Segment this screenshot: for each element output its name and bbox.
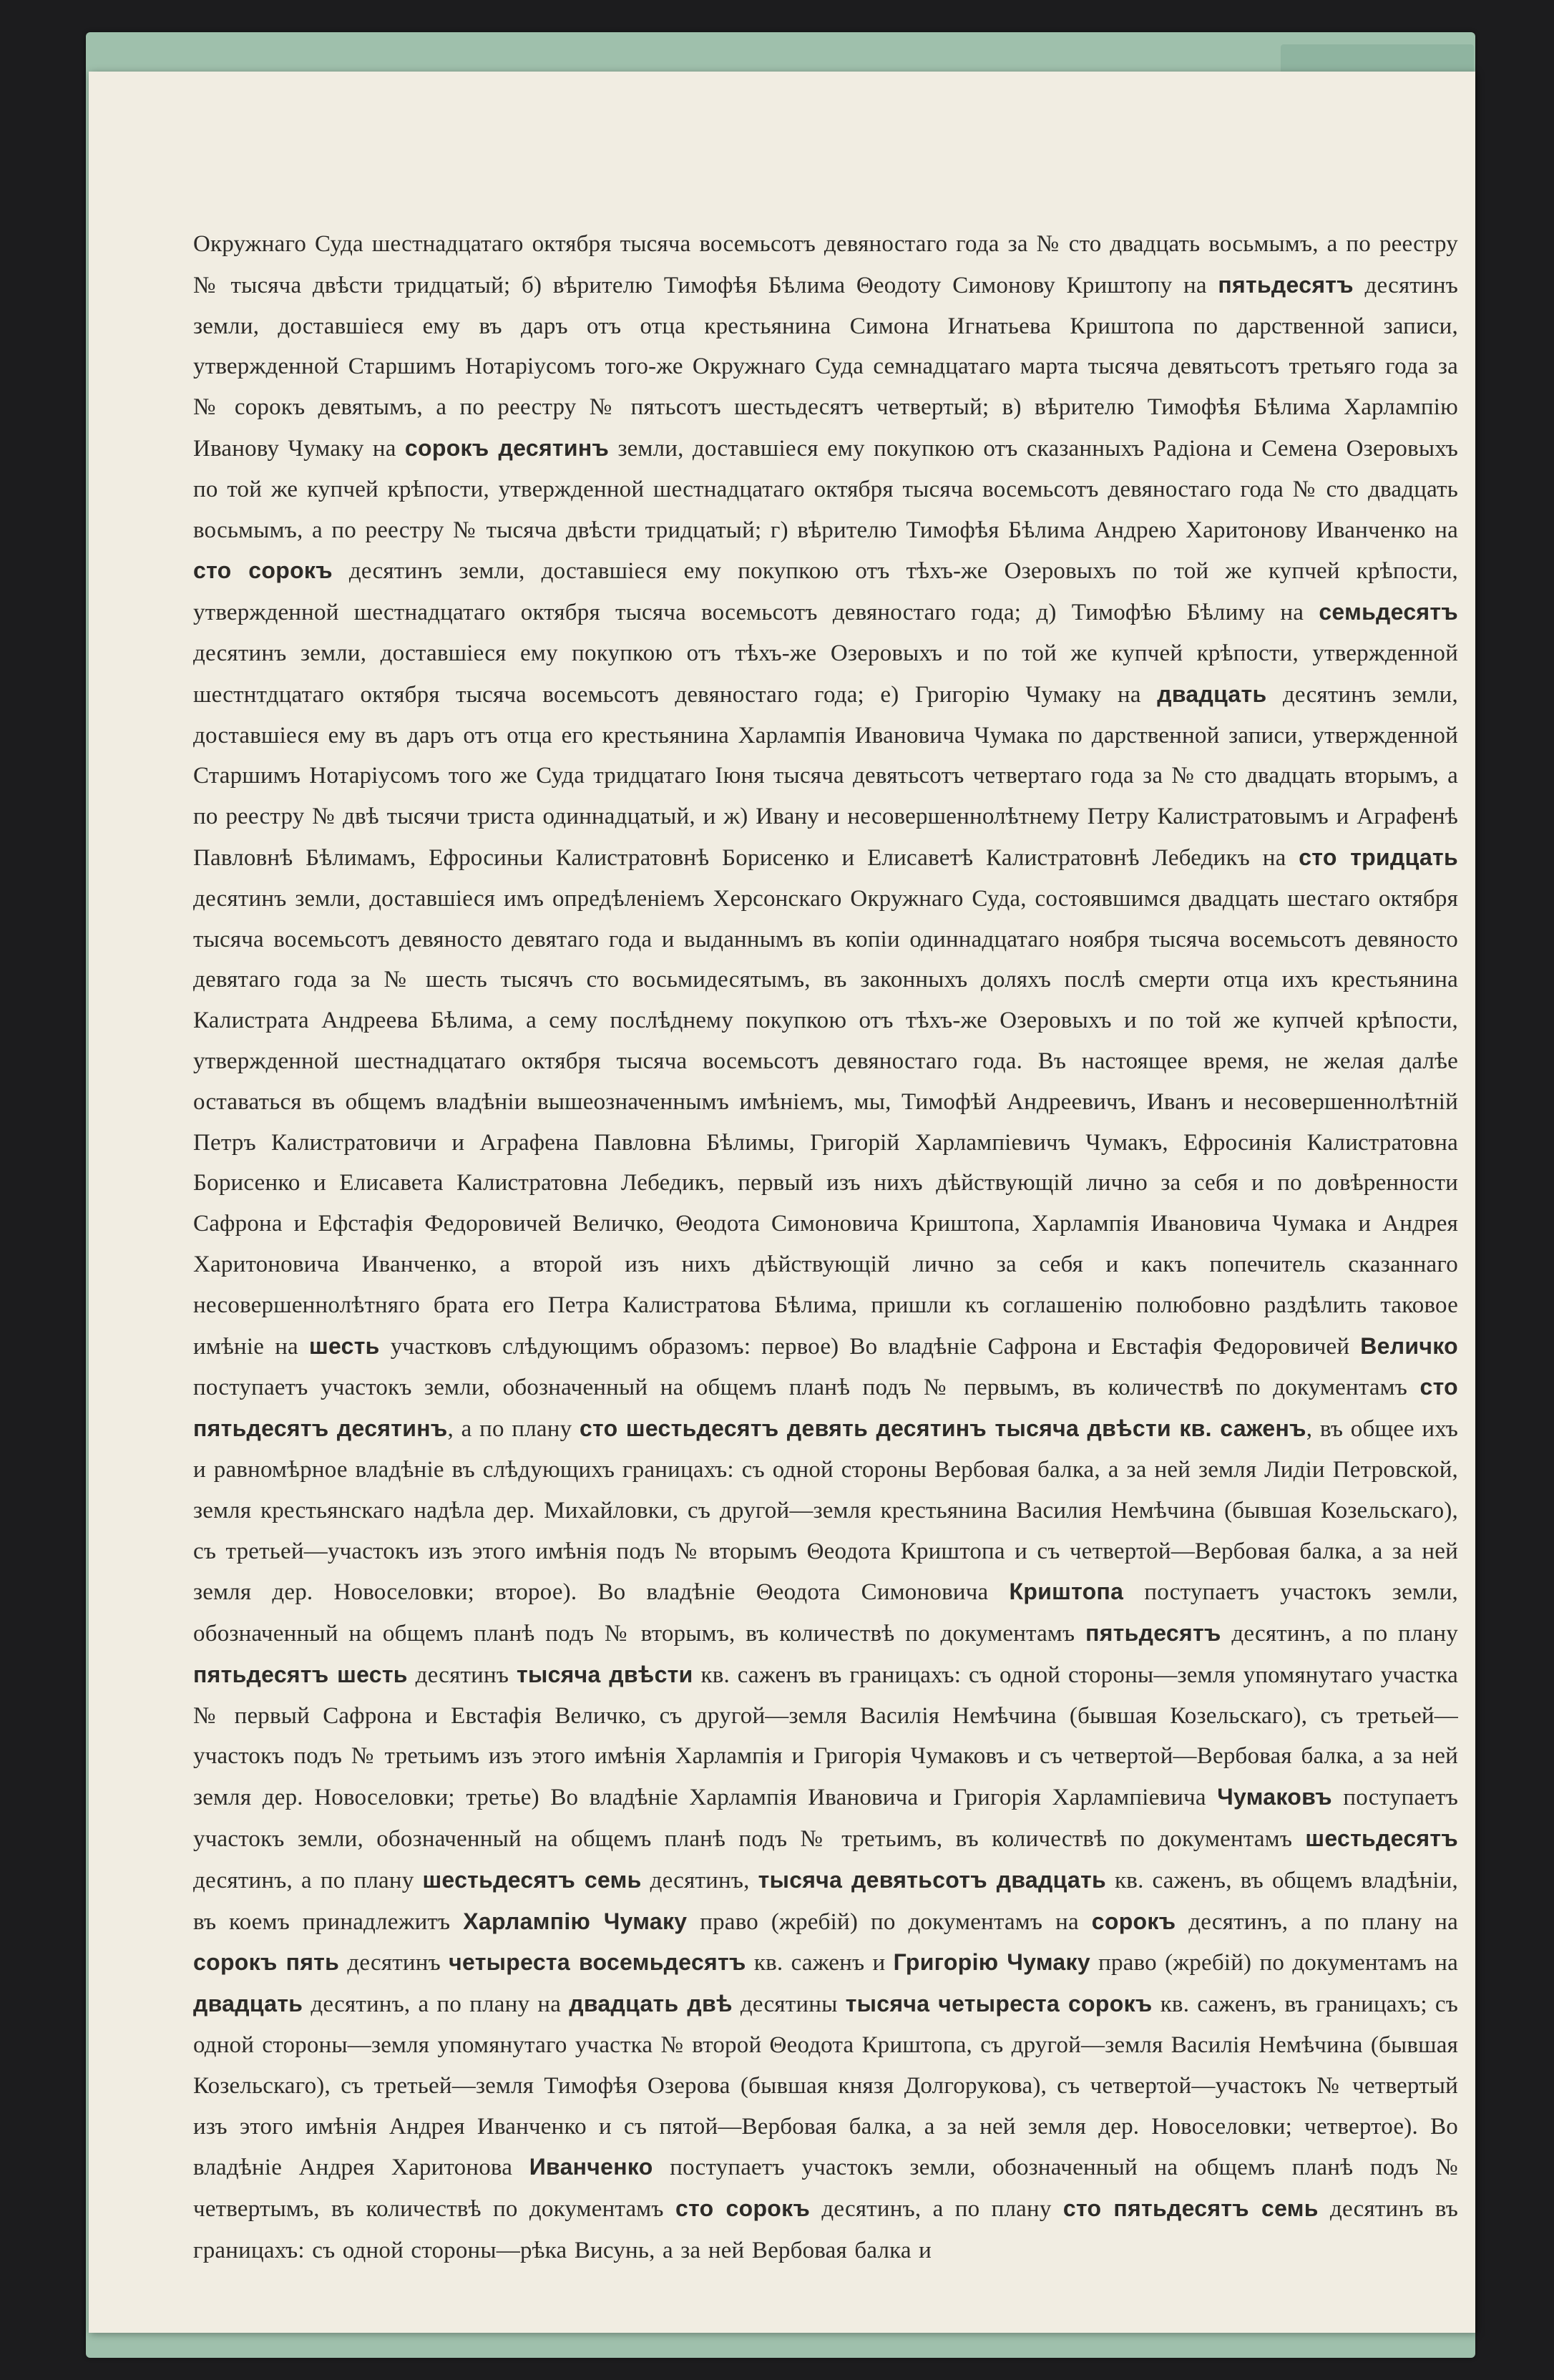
- text-segment: десятинъ земли, доставшiеся ему въ даръ отъ отца его крестьянина Харлампiя Ивановича Чумака по дарственной записи, утвержденной Старшимъ Нотарiусомъ того же Суда тридцатаго Iюня тысяча девятьсотъ четвертаго года за № сто двадцать вторымъ, а по реестру № двѣ тысячи триста одиннадцатый, и ж) Ивану и несовершеннолѣтнему Петру Калистратовымъ и Аграфенѣ Павловнѣ Бѣлимамъ, Ефросиньи Калистратовнѣ Борисенко и Елисаветѣ Калистратовнѣ Лебедикъ на: [193, 681, 1458, 871]
- text-segment-bold: двадцать: [1157, 681, 1267, 707]
- text-segment-bold: пятьдесятъ: [1085, 1620, 1221, 1647]
- text-segment-bold: четыреста восемьдесятъ: [449, 1949, 746, 1976]
- text-segment-bold: семьдесятъ: [1319, 599, 1458, 625]
- text-segment-bold: сорокъ десятинъ: [404, 434, 610, 461]
- text-segment-bold: сто тридцать: [1299, 844, 1458, 870]
- text-segment: десятинъ: [407, 1662, 517, 1688]
- text-segment-bold: сорокъ пять: [193, 1949, 340, 1976]
- text-segment-bold: сто пятьдесятъ семь: [1062, 2195, 1319, 2222]
- text-segment: десятинъ, а по плану на: [1176, 1908, 1458, 1935]
- text-segment: участковъ слѣдующимъ образомъ: первое) Во владѣнiе Сафрона и Евстафiя Федоровичей: [379, 1333, 1361, 1360]
- text-segment: поступаетъ участокъ земли, обозначенный на общемъ планѣ подъ № третьимъ, въ количествѣ по документамъ: [193, 1785, 1458, 1853]
- text-segment: десятинъ земли, доставшiеся ему въ даръ отъ отца крестьянина Симона Игнатьева Криштопа по дарственной записи, утвержденной Старшимъ Нотарiусомъ того-же Окружнаго Суда семнадцатаго марта тысяча девятьсотъ третьяго года за № сорокъ девятымъ, а по реестру № пятьсотъ шестьдесятъ четвертый; в) вѣрителю Тимофѣя Бѣлима Харлампiю Иванову Чумаку на: [193, 272, 1458, 462]
- text-segment: кв. саженъ, въ общемъ владѣнiи, въ коемъ принадлежитъ: [193, 1867, 1458, 1935]
- text-segment: , а по плану: [447, 1416, 580, 1443]
- text-segment: поступаетъ участокъ земли, обозначенный на общемъ планѣ подъ № первымъ, въ количествѣ по документамъ: [193, 1375, 1420, 1401]
- text-segment: поступаетъ участокъ земли, обозначенный на общемъ планѣ подъ № вторымъ, въ количествѣ по документамъ: [193, 1579, 1459, 1647]
- text-segment: кв. саженъ и: [746, 1950, 894, 1976]
- text-segment: поступаетъ участокъ земли, обозначенный на общемъ планѣ подъ № четвертымъ, въ количествѣ по документамъ: [193, 2155, 1458, 2223]
- text-segment-bold: шестьдесятъ семь: [422, 1866, 642, 1893]
- text-segment: право (жребiй) по документамъ на: [1090, 1950, 1459, 1976]
- text-segment-bold: сорокъ: [1091, 1908, 1176, 1934]
- text-segment: десятинъ земли, доставшiеся ему покупкою отъ тѣхъ-же Озеровыхъ и по той же купчей крѣпости, утвержденной шестнтдцатаго октября тысяча восемьсотъ девяностаго года; е) Григорiю Чумаку на: [193, 640, 1458, 708]
- text-segment-bold: Харлампiю Чумаку: [463, 1908, 688, 1934]
- text-segment-bold: Чумаковъ: [1217, 1784, 1332, 1810]
- text-segment: кв. саженъ, въ границахъ; съ одной стороны—земля упомянутаго участка № второй Θеодота Криштопа, съ другой—земля Василiя Немѣчина (бывшая Козельскаго), съ третьей—земля Тимофѣя Озерова (бывшая князя Долгорукова), съ четвертой—участокъ № четвертый изъ этого имѣнiя Андрея Иванченко и съ пятой—Вербовая балка, а за ней земля дер. Новоселовки; четвертое). Во владѣнiе Андрея Харитонова: [193, 1991, 1458, 2181]
- text-segment-bold: сто сорокъ: [675, 2195, 811, 2222]
- text-segment: десятинъ, а по плану: [810, 2196, 1063, 2223]
- text-segment-bold: шестьдесятъ: [1305, 1825, 1458, 1852]
- text-segment: десятинъ, а по плану на: [303, 1991, 570, 2018]
- text-segment: десятинъ земли, доставшiеся имъ опредѣленiемъ Херсонскаго Окружнаго Суда, состоявшимся двадцать шестаго октября тысяча восемьсотъ девяносто девятаго года и выданнымъ въ копiи одиннадцатаго ноября тысяча восемьсотъ девяносто девятаго года за № шесть тысячъ сто восьмидесятымъ, въ законныхъ доляхъ послѣ смерти отца ихъ крестьянина Калистрата Андреева Бѣлима, а сему послѣднему покупкою отъ тѣхъ-же Озеровыхъ и по той же купчей крѣпости, утвержденной шестнадцатаго октября тысяча восемьсотъ девяностаго года. Въ настоящее время, не желая далѣе оставаться въ общемъ владѣнiи вышеозначеннымъ имѣнiемъ, мы, Тимофѣй Андреевичъ, Иванъ и несовершеннолѣтнiй Петръ Калистратовичи и Аграфена Павловна Бѣлимы, Григорiй Харлампiевичъ Чумакъ, Ефросинiя Калистратовна Борисенко и Елисавета Калистратовна Лебедикъ, первый изъ нихъ дѣйствующiй лично за себя и по довѣренности Сафрона и Ефстафiя Федоровичей Величко, Θеодота Симоновича Криштопа, Харлампiя Ивановича Чумака и Андрея Харитоновича Иванченко, а второй изъ нихъ дѣйствующiй лично за себя и какъ попечитель сказаннаго несовершеннолѣтняго брата его Петра Калистратова Бѣлима, пришли къ соглашенiю полюбовно раздѣлить таковое имѣнiе на: [193, 885, 1458, 1360]
- text-segment-bold: пятьдесятъ шесть: [193, 1661, 408, 1687]
- text-segment-bold: сто сорокъ: [193, 557, 333, 584]
- text-segment: десятинъ, а по плану: [1221, 1621, 1458, 1647]
- text-segment-bold: двадцать: [193, 1991, 303, 2017]
- text-segment: десятинъ,: [641, 1867, 758, 1893]
- text-segment: , въ общее ихъ и равномѣрное владѣнiе въ слѣдующихъ границахъ: съ одной стороны Вербовая балка, а за ней земля Лидiи Петровской, земля крестьянскаго надѣла дер. Михайловки, съ другой—земля крестьянина Василия Немѣчина (бывшая Козельскаго), съ третьей—участокъ изъ этого имѣнiя подъ № вторымъ Θеодота Криштопа и съ четвертой—Вербовая балка, а за ней земля дер. Новоселовки; второе). Во владѣнiе Θеодота Симоновича: [193, 1416, 1458, 1606]
- text-segment: право (жребiй) по документамъ на: [687, 1908, 1092, 1935]
- text-segment-bold: Величко: [1360, 1332, 1458, 1359]
- text-segment-bold: сто пятьдесятъ десятинъ: [193, 1374, 1458, 1442]
- text-segment: кв. саженъ въ границахъ: съ одной стороны—земля упомянутаго участка № первый Сафрона и Евстафiя Величко, съ другой—земля Василiя Немѣчина (бывшая Козельскаго), съ третьей—участокъ подъ № третьимъ изъ этого имѣнiя Харлампiя и Григорiя Чумаковъ и съ четвертой—Вербовая балка, а за ней земля дер. Новоселовки; третье) Во владѣнiе Харлампiя Ивановича и Григорiя Харлампiевича: [193, 1662, 1458, 1811]
- text-segment: десятинъ: [339, 1950, 449, 1976]
- text-segment-bold: тысяча девятьсотъ двадцать: [758, 1866, 1107, 1893]
- text-segment: десятинъ, а по плану: [193, 1867, 423, 1893]
- text-segment-bold: тысяча четыреста сорокъ: [845, 1991, 1153, 2017]
- text-segment: десятины: [732, 1991, 846, 2018]
- text-segment: земли, доставшiеся ему покупкою отъ сказанныхъ Радiона и Семена Озеровыхъ по той же купчей крѣпости, утвержденной шестнадцатаго октября тысяча восемьсотъ девяностаго года № сто двадцать восьмымъ, а по реестру № тысяча двѣсти тридцатый; г) вѣрителю Тимофѣя Бѣлима Андрею Харитонову Иванченко на: [193, 435, 1458, 543]
- document-text: [193, 224, 1458, 2271]
- text-segment: десятинъ земли, доставшiеся ему покупкою отъ тѣхъ-же Озеровыхъ по той же купчей крѣпости, утвержденной шестнадцатаго октября тысяча восемьсотъ девяностаго года; д) Тимофѣю Бѣлиму на: [193, 558, 1459, 626]
- text-segment-bold: двадцать двѣ: [569, 1991, 733, 2017]
- text-segment-bold: тысяча двѣсти: [516, 1661, 693, 1687]
- text-segment-bold: сто шестьдесятъ девять десятинъ тысяча двѣсти кв. саженъ: [579, 1415, 1306, 1442]
- text-segment-bold: Григорiю Чумаку: [893, 1949, 1090, 1976]
- text-segment: десятинъ въ границахъ: съ одной стороны—рѣка Висунь, а за ней Вербовая балка и: [193, 2196, 1459, 2264]
- text-segment-bold: Криштопа: [1009, 1579, 1124, 1605]
- text-segment-bold: Иванченко: [529, 2154, 653, 2180]
- text-segment-bold: шесть: [308, 1332, 380, 1359]
- text-segment-bold: пятьдесятъ: [1218, 271, 1354, 298]
- text-segment: Окружнаго Суда шестнадцатаго октября тысяча восемьсотъ девяностаго года за № сто двадцать восьмымъ, а по реестру № тысяча двѣсти тридцатый; б) вѣрителю Тимофѣя Бѣлима Θеодоту Симонову Криштопу на: [193, 231, 1458, 298]
